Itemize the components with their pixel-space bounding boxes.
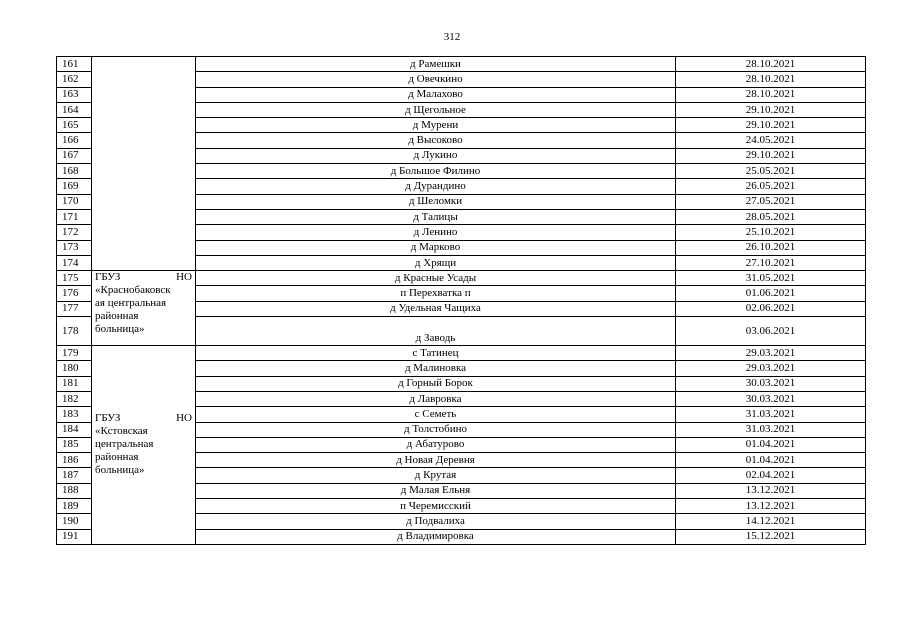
table-row — [57, 271, 866, 286]
settlement-name: д Удельная Чащиха — [196, 301, 676, 316]
row-number: 183 — [57, 407, 92, 422]
settlement-name: д Дурандино — [196, 179, 676, 194]
settlement-name: п Черемисский — [196, 499, 676, 514]
row-number: 171 — [57, 209, 92, 224]
settlement-name: д Новая Деревня — [196, 453, 676, 468]
row-number: 189 — [57, 499, 92, 514]
table-row — [57, 57, 866, 72]
visit-date: 27.05.2021 — [676, 194, 866, 209]
organization-name-line: «Кстовская — [95, 425, 148, 438]
page-number: 312 — [443, 31, 461, 43]
settlement-name: д Хрящи — [196, 255, 676, 270]
organization-name-line: районная — [95, 310, 139, 323]
row-number: 191 — [57, 529, 92, 544]
visit-date: 31.03.2021 — [676, 407, 866, 422]
organization-name-line: ая центральная — [95, 297, 167, 310]
row-number: 187 — [57, 468, 92, 483]
visit-date: 24.05.2021 — [676, 133, 866, 148]
settlement-name: д Малахово — [196, 87, 676, 102]
organization-cell — [92, 271, 196, 346]
visit-date: 31.05.2021 — [676, 271, 866, 286]
visit-date: 02.06.2021 — [676, 301, 866, 316]
row-number: 175 — [57, 271, 92, 286]
settlement-name: д Овечкино — [196, 72, 676, 87]
organization-name-line — [95, 271, 192, 284]
settlement-name: д Заводь — [196, 317, 676, 346]
row-number: 162 — [57, 72, 92, 87]
visit-date: 14.12.2021 — [676, 514, 866, 529]
settlement-name: д Щегольное — [196, 102, 676, 117]
visit-date: 29.03.2021 — [676, 361, 866, 376]
organization-name-line: больница» — [95, 464, 145, 477]
visit-date: 26.10.2021 — [676, 240, 866, 255]
organization-name-line: больница» — [95, 323, 145, 336]
organization-cell — [92, 57, 196, 271]
row-number: 166 — [57, 133, 92, 148]
organization-name-line: «Краснобаковск — [95, 284, 171, 297]
visit-date: 15.12.2021 — [676, 529, 866, 544]
row-number: 172 — [57, 225, 92, 240]
organization-region: НО — [176, 271, 192, 284]
visit-date: 29.10.2021 — [676, 102, 866, 117]
settlement-name: с Татинец — [196, 346, 676, 361]
visit-date: 28.10.2021 — [676, 87, 866, 102]
visit-date: 26.05.2021 — [676, 179, 866, 194]
visit-date: 01.04.2021 — [676, 437, 866, 452]
row-number: 177 — [57, 301, 92, 316]
organization-type: ГБУЗ — [95, 412, 121, 425]
row-number: 182 — [57, 391, 92, 406]
settlement-name: д Малая Ельня — [196, 483, 676, 498]
settlement-name: д Высоково — [196, 133, 676, 148]
settlement-name: д Марково — [196, 240, 676, 255]
row-number: 176 — [57, 286, 92, 301]
row-number: 188 — [57, 483, 92, 498]
settlement-name: д Шеломки — [196, 194, 676, 209]
settlement-name: д Ленино — [196, 225, 676, 240]
visit-date: 03.06.2021 — [676, 317, 866, 346]
visit-date: 01.06.2021 — [676, 286, 866, 301]
row-number: 167 — [57, 148, 92, 163]
row-number: 186 — [57, 453, 92, 468]
row-number: 180 — [57, 361, 92, 376]
settlement-name: д Рамешки — [196, 57, 676, 72]
row-number: 165 — [57, 118, 92, 133]
visit-date: 25.05.2021 — [676, 164, 866, 179]
visit-date: 25.10.2021 — [676, 225, 866, 240]
row-number: 163 — [57, 87, 92, 102]
visit-date: 01.04.2021 — [676, 453, 866, 468]
settlement-name: д Толстобино — [196, 422, 676, 437]
visit-date: 28.10.2021 — [676, 57, 866, 72]
row-number: 170 — [57, 194, 92, 209]
visit-date: 28.10.2021 — [676, 72, 866, 87]
row-number: 164 — [57, 102, 92, 117]
row-number: 190 — [57, 514, 92, 529]
settlement-name: д Красные Усады — [196, 271, 676, 286]
organization-name-line — [95, 412, 192, 425]
row-number: 174 — [57, 255, 92, 270]
row-number: 184 — [57, 422, 92, 437]
row-number: 185 — [57, 437, 92, 452]
settlements-table — [56, 56, 866, 545]
settlement-name: п Перехватка п — [196, 286, 676, 301]
settlement-name: д Мурени — [196, 118, 676, 133]
row-number: 173 — [57, 240, 92, 255]
organization-cell — [92, 346, 196, 545]
visit-date: 31.03.2021 — [676, 422, 866, 437]
visit-date: 02.04.2021 — [676, 468, 866, 483]
settlement-name: д Лавровка — [196, 391, 676, 406]
visit-date: 13.12.2021 — [676, 483, 866, 498]
visit-date: 28.05.2021 — [676, 209, 866, 224]
settlement-name: д Горный Борок — [196, 376, 676, 391]
settlement-name: д Владимировка — [196, 529, 676, 544]
settlement-name: д Талицы — [196, 209, 676, 224]
table-body — [57, 57, 866, 545]
row-number: 168 — [57, 164, 92, 179]
settlement-name: д Лукино — [196, 148, 676, 163]
settlement-name: д Абатурово — [196, 437, 676, 452]
organization-type: ГБУЗ — [95, 271, 121, 284]
settlement-name: д Крутая — [196, 468, 676, 483]
row-number: 178 — [57, 317, 92, 346]
visit-date: 29.10.2021 — [676, 118, 866, 133]
visit-date: 30.03.2021 — [676, 376, 866, 391]
organization-name-line: центральная — [95, 438, 154, 451]
organization-region: НО — [176, 412, 192, 425]
row-number: 161 — [57, 57, 92, 72]
row-number: 181 — [57, 376, 92, 391]
table-row — [57, 346, 866, 361]
visit-date: 29.10.2021 — [676, 148, 866, 163]
organization-name-line: районная — [95, 451, 139, 464]
visit-date: 27.10.2021 — [676, 255, 866, 270]
row-number: 169 — [57, 179, 92, 194]
settlement-name: д Подвалиха — [196, 514, 676, 529]
row-number: 179 — [57, 346, 92, 361]
visit-date: 30.03.2021 — [676, 391, 866, 406]
visit-date: 29.03.2021 — [676, 346, 866, 361]
settlement-name: д Большое Филино — [196, 164, 676, 179]
settlement-name: д Малиновка — [196, 361, 676, 376]
settlement-name: с Семеть — [196, 407, 676, 422]
visit-date: 13.12.2021 — [676, 499, 866, 514]
